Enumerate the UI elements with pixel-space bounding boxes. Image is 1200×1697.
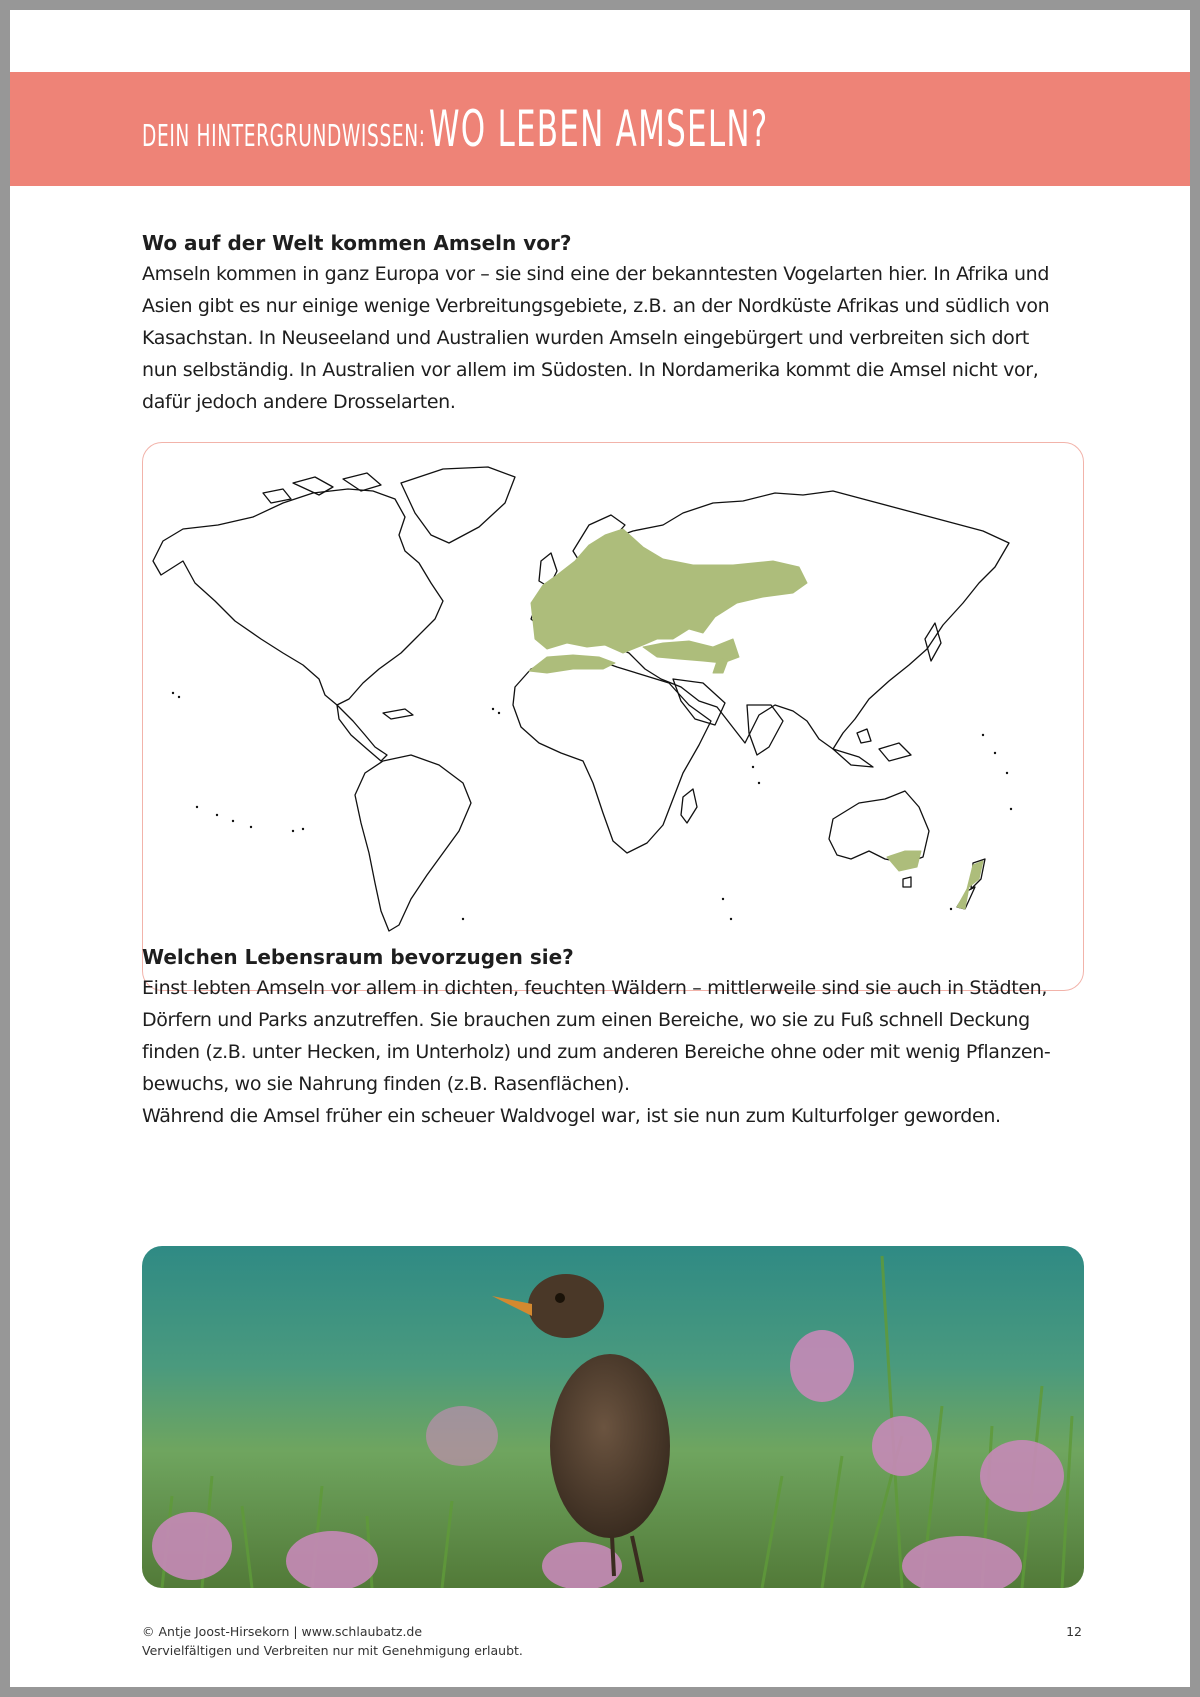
- continent-outlines: [153, 467, 1009, 931]
- island-dots: [172, 692, 1012, 920]
- section-paragraph: [142, 258, 1082, 418]
- section-heading: Welchen Lebensraum bevorzugen sie?: [142, 945, 574, 969]
- header-banner: [10, 72, 1190, 186]
- footer-copyright: © Antje Joost-Hirsekorn | www.schlaubatz.de: [142, 1624, 423, 1639]
- title-main: WO LEBEN AMSELN?: [428, 100, 769, 158]
- text-line: Amseln kommen in ganz Europa vor – sie sind eine der bekanntesten Vogelarten hier. In Afrika und: [142, 263, 1050, 285]
- world-map-icon: [143, 443, 1083, 990]
- footer-notice: Vervielfältigen und Verbreiten nur mit Genehmigung erlaubt.: [142, 1643, 523, 1658]
- page-title: [142, 100, 768, 158]
- blackbird-photo: [142, 1246, 1084, 1588]
- text-line: Einst lebten Amseln vor allem in dichten, feuchten Wäldern – mittlerweile sind sie auch in Städten,: [142, 977, 1048, 999]
- text-line: bewuchs, wo sie Nahrung finden (z.B. Rasenflächen).: [142, 1073, 630, 1095]
- page-number: 12: [1066, 1624, 1082, 1639]
- world-map-figure: [142, 442, 1084, 991]
- section-heading: Wo auf der Welt kommen Amseln vor?: [142, 231, 572, 255]
- text-line: nun selbständig. In Australien vor allem im Südosten. In Nordamerika kommt die Amsel nicht vor,: [142, 359, 1039, 381]
- text-line: Asien gibt es nur einige wenige Verbreitungsgebiete, z.B. an der Nordküste Afrikas und südlich von: [142, 295, 1050, 317]
- text-line: Kasachstan. In Neuseeland und Australien wurden Amseln eingebürgert und verbreiten sich dort: [142, 327, 1030, 349]
- section-paragraph: [142, 972, 1082, 1132]
- title-kicker: DEIN HINTERGRUNDWISSEN:: [142, 119, 426, 154]
- blackbird-range-areas: [529, 529, 983, 909]
- page-footer: [142, 1622, 1084, 1660]
- document-page: [10, 10, 1190, 1687]
- section-habitat: [142, 942, 1082, 1132]
- section-world-distribution: [142, 228, 1082, 418]
- blackbird-image-icon: [142, 1246, 1084, 1588]
- text-line: Dörfern und Parks anzutreffen. Sie brauchen zum einen Bereiche, wo sie zu Fuß schnell Deckung: [142, 1009, 1030, 1031]
- text-line: Während die Amsel früher ein scheuer Waldvogel war, ist sie nun zum Kulturfolger geworden.: [142, 1105, 1001, 1127]
- text-line: finden (z.B. unter Hecken, im Unterholz) und zum anderen Bereiche ohne oder mit wenig Pflanzen-: [142, 1041, 1051, 1063]
- text-line: dafür jedoch andere Drosselarten.: [142, 391, 456, 413]
